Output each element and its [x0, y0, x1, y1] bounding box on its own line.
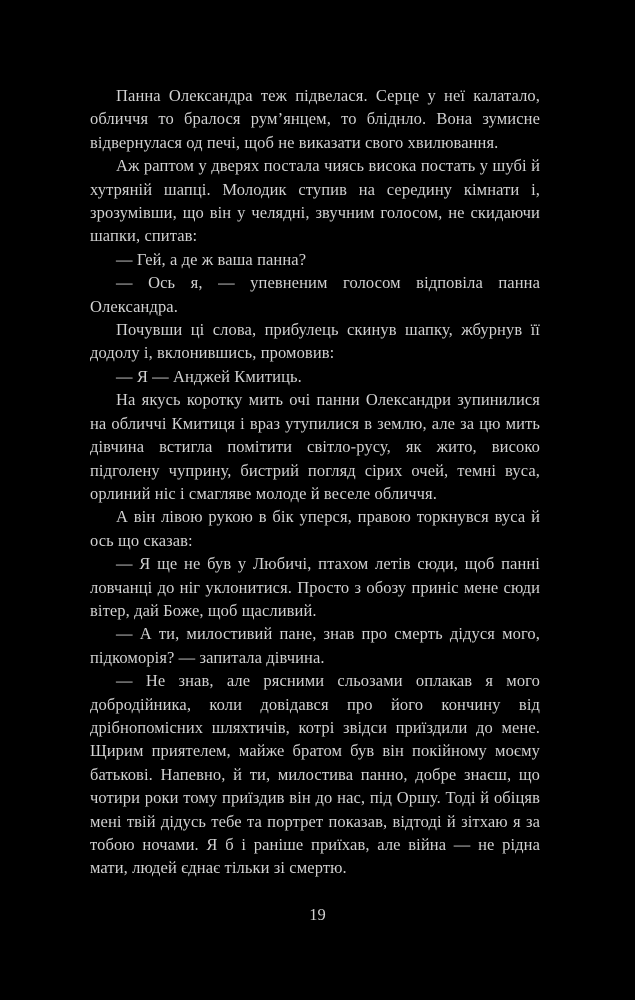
paragraph-3: — Гей, а де ж ваша панна?	[116, 249, 307, 269]
paragraph-4: — Ось я, — упевненим голосом відповіла панна Олександра.	[90, 273, 540, 316]
paragraph-7: На якусь коротку мить очі панни Олександри зупинилися на обличчі Кмитиця і враз утупилися в землю, але за цю мить дівчина встигла помітити світло-русу, як жито, високо підголену чуприну, бистрий погляд сірих очей, темні вуса, орлиний ніс і смагляве молоде й веселе обличчя.	[90, 390, 540, 503]
paragraph-5: Почувши ці слова, прибулець скинув шапку, жбурнув її додолу і, вклонившись, промовив:	[90, 320, 540, 363]
paragraph-9: — Я ще не був у Любичі, птахом летів сюди, щоб панні ловчанці до ніг уклонитися. Просто з обозу приніс мене сюди вітер, дай Боже, щоб щасливий.	[90, 554, 540, 620]
paragraph-10: — А ти, милостивий пане, знав про смерть дідуся мого, підкоморія? — запитала дівчина.	[90, 624, 540, 667]
page-number: 19	[309, 905, 326, 924]
paragraph-6: — Я — Анджей Кмитиць.	[116, 366, 302, 386]
paragraph-8: А він лівою рукою в бік уперся, правою торкнувся вуса й ось що сказав:	[90, 507, 540, 550]
paragraph-1: Панна Олександра теж підвелася. Серце у неї калатало, обличчя то бралося рум’янцем, то бліднло. Вона зумисне відвернулася од печі, щоб не виказати свого хвилювання.	[90, 86, 540, 152]
paragraph-11: — Не знав, але рясними сльозами оплакав я мого добродійника, коли довідався про його кончину від дрібнопомісних шляхтичів, котрі звідси приїздили до мене. Щирим приятелем, майже братом був він покійному моєму батькові. Напевно, й ти, милостива панно, добре знаєш, що чотири роки тому приїздив він до нас, під Оршу. Тоді й обіцяв мені твій дідусь тебе та портрет показав, відтоді й зітхаю я за тобою ночами. Я б і раніше приїхав, але війна — не рідна мати, людей єднає тільки зі смертю.	[90, 671, 540, 878]
page-body	[90, 84, 540, 880]
paragraph-2: Аж раптом у дверях постала чиясь висока постать у шубі й хутряній шапці. Молодик ступив на середину кімнати і, зрозумівши, що він у челядні, звучним голосом, не скидаючи шапки, спитав:	[90, 156, 540, 246]
